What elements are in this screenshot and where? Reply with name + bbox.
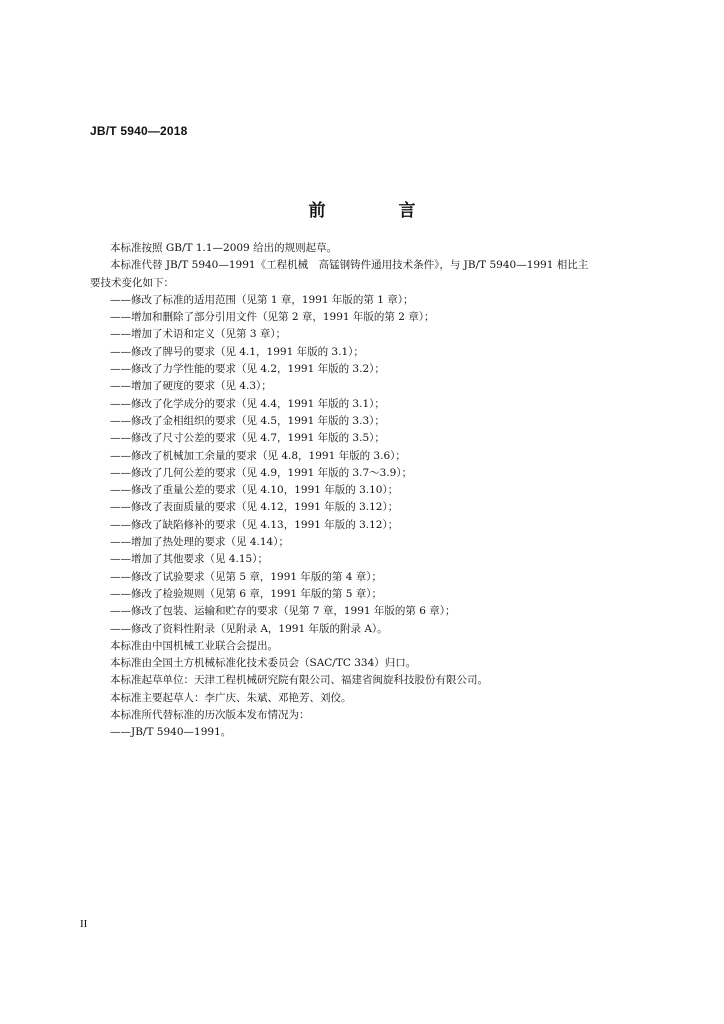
paragraph-replacement-line2: 要技术变化如下：: [90, 276, 174, 289]
change-item: ——修改了标准的适用范围（见第 1 章，1991 年版的第 1 章）；: [110, 293, 414, 306]
change-item: ——修改了表面质量的要求（见 4.12，1991 年版的 3.12）；: [110, 501, 399, 514]
change-item: ——增加了硬度的要求（见 4.3）；: [110, 380, 272, 393]
change-item: ——修改了牌号的要求（见 4.1，1991 年版的 3.1）；: [110, 345, 364, 358]
change-item: ——增加了热处理的要求（见 4.14）；: [110, 536, 289, 549]
change-item: ——增加了术语和定义（见第 3 章）；: [110, 328, 287, 341]
page-title: 前 言: [308, 201, 444, 221]
change-item: ——修改了力学性能的要求（见 4.2，1991 年版的 3.2）；: [110, 363, 385, 376]
document-code: JB/T 5940—2018: [90, 124, 188, 138]
paragraph-history-intro: 本标准所代替标准的历次版本发布情况为：: [110, 709, 310, 722]
change-item: ——修改了化学成分的要求（见 4.4，1991 年版的 3.1）；: [110, 397, 385, 410]
paragraph-drafters: 本标准主要起草人：李广庆、朱斌、邓艳芳、刘佼。: [110, 691, 352, 704]
paragraph-managed-by: 本标准由全国土方机械标准化技术委员会（SAC/TC 334）归口。: [110, 657, 417, 670]
change-item: ——修改了包装、运输和贮存的要求（见第 7 章，1991 年版的第 6 章）；: [110, 605, 456, 618]
change-item: ——修改了金相组织的要求（见 4.5，1991 年版的 3.3）；: [110, 414, 385, 427]
change-item: ——修改了资料性附录（见附录 A，1991 年版的附录 A）。: [110, 622, 388, 635]
paragraph-drafting-units: 本标准起草单位：天津工程机械研究院有限公司、福建省闽旋科技股份有限公司。: [110, 674, 488, 687]
change-item: ——修改了尺寸公差的要求（见 4.7，1991 年版的 3.5）；: [110, 432, 385, 445]
change-item: ——增加和删除了部分引用文件（见第 2 章，1991 年版的第 2 章）；: [110, 311, 435, 324]
foreword-body: [90, 240, 630, 742]
change-item: ——修改了缺陷修补的要求（见 4.13，1991 年版的 3.12）；: [110, 518, 399, 531]
history-item: ——JB/T 5940—1991。: [110, 726, 232, 739]
change-item: ——修改了试验要求（见第 5 章，1991 年版的第 4 章）；: [110, 570, 383, 583]
paragraph-proposed-by: 本标准由中国机械工业联合会提出。: [110, 639, 278, 652]
change-item: ——修改了检验规则（见第 6 章，1991 年版的第 5 章）；: [110, 587, 383, 600]
paragraph-drafting-rules: 本标准按照 GB/T 1.1—2009 给出的规则起草。: [110, 242, 338, 254]
change-item: ——修改了重量公差的要求（见 4.10，1991 年版的 3.10）；: [110, 484, 399, 497]
paragraph-replacement-line1: 本标准代替 JB/T 5940—1991《工程机械 高锰钢铸件通用技术条件》，与 JB/T 5940—1991 相比主: [110, 259, 589, 272]
change-item: ——增加了其他要求（见 4.15）；: [110, 553, 268, 566]
change-item: ——修改了几何公差的要求（见 4.9，1991 年版的 3.7～3.9）；: [110, 466, 413, 479]
change-item: ——修改了机械加工余量的要求（见 4.8，1991 年版的 3.6）；: [110, 449, 406, 462]
page-number: II: [80, 918, 88, 930]
